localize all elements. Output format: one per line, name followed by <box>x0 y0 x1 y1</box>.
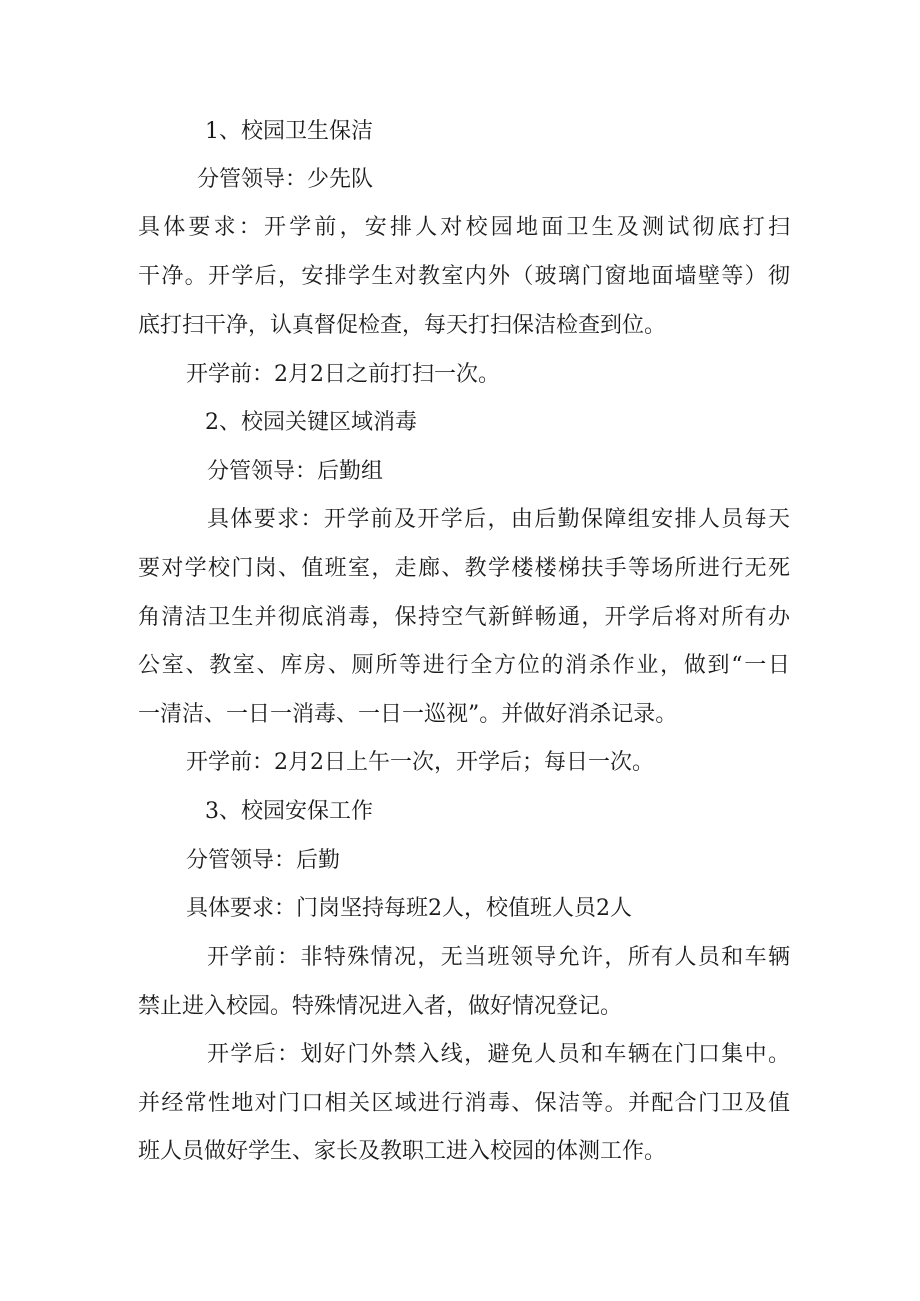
section-3-before-line-2: 禁止进入校园。特殊情况进入者，做好情况登记。 <box>138 994 623 1019</box>
section-3-after-line-2: 并经常性地对门口相关区域进行消毒、保洁等。并配合门卫及值 <box>138 1091 790 1116</box>
section-1-schedule: 开学前：2月2日之前打扫一次。 <box>186 362 500 387</box>
section-3-leader: 分管领导：后勤 <box>186 848 341 873</box>
section-3-before-line-1: 开学前：非特殊情况，无当班领导允许，所有人员和车辆 <box>207 945 790 970</box>
section-1-requirement-line-3: 底打扫干净，认真督促检查，每天打扫保洁检查到位。 <box>138 313 667 338</box>
section-2-requirement-line-3: 角清洁卫生并彻底消毒，保持空气新鲜畅通，开学后将对所有办 <box>138 605 790 630</box>
section-2-requirement-line-4: 公室、教室、库房、厕所等进行全方位的消杀作业，做到“一日 <box>138 653 790 678</box>
section-2-schedule: 开学前：2月2日上午一次，开学后；每日一次。 <box>186 750 654 775</box>
section-3-after-line-3: 班人员做好学生、家长及教职工进入校园的体测工作。 <box>138 1139 667 1164</box>
section-2-requirement-line-1: 具体要求：开学前及开学后，由后勤保障组安排人员每天 <box>207 507 790 532</box>
section-3-heading: 3、校园安保工作 <box>205 799 373 824</box>
section-2-heading: 2、校园关键区域消毒 <box>205 410 417 435</box>
section-1-leader: 分管领导：少先队 <box>197 167 374 192</box>
section-2-requirement-line-2: 要对学校门岗、值班室，走廊、教学楼楼梯扶手等场所进行无死 <box>138 556 790 581</box>
section-1-heading: 1、校园卫生保洁 <box>205 119 373 144</box>
section-2-leader: 分管领导：后勤组 <box>207 459 384 484</box>
section-3-after-line-1: 开学后：划好门外禁入线，避免人员和车辆在门口集中。 <box>207 1042 790 1067</box>
section-2-requirement-line-5: 一清洁、一日一消毒、一日一巡视”。并做好消杀记录。 <box>138 702 678 727</box>
section-3-requirement-line-1: 具体要求：门岗坚持每班2人，校值班人员2人 <box>186 896 632 921</box>
section-1-requirement-line-2: 干净。开学后，安排学生对教室内外（玻璃门窗地面墙壁等）彻 <box>138 264 790 289</box>
section-1-requirement-line-1: 具体要求：开学前，安排人对校园地面卫生及测试彻底打扫 <box>138 215 790 240</box>
